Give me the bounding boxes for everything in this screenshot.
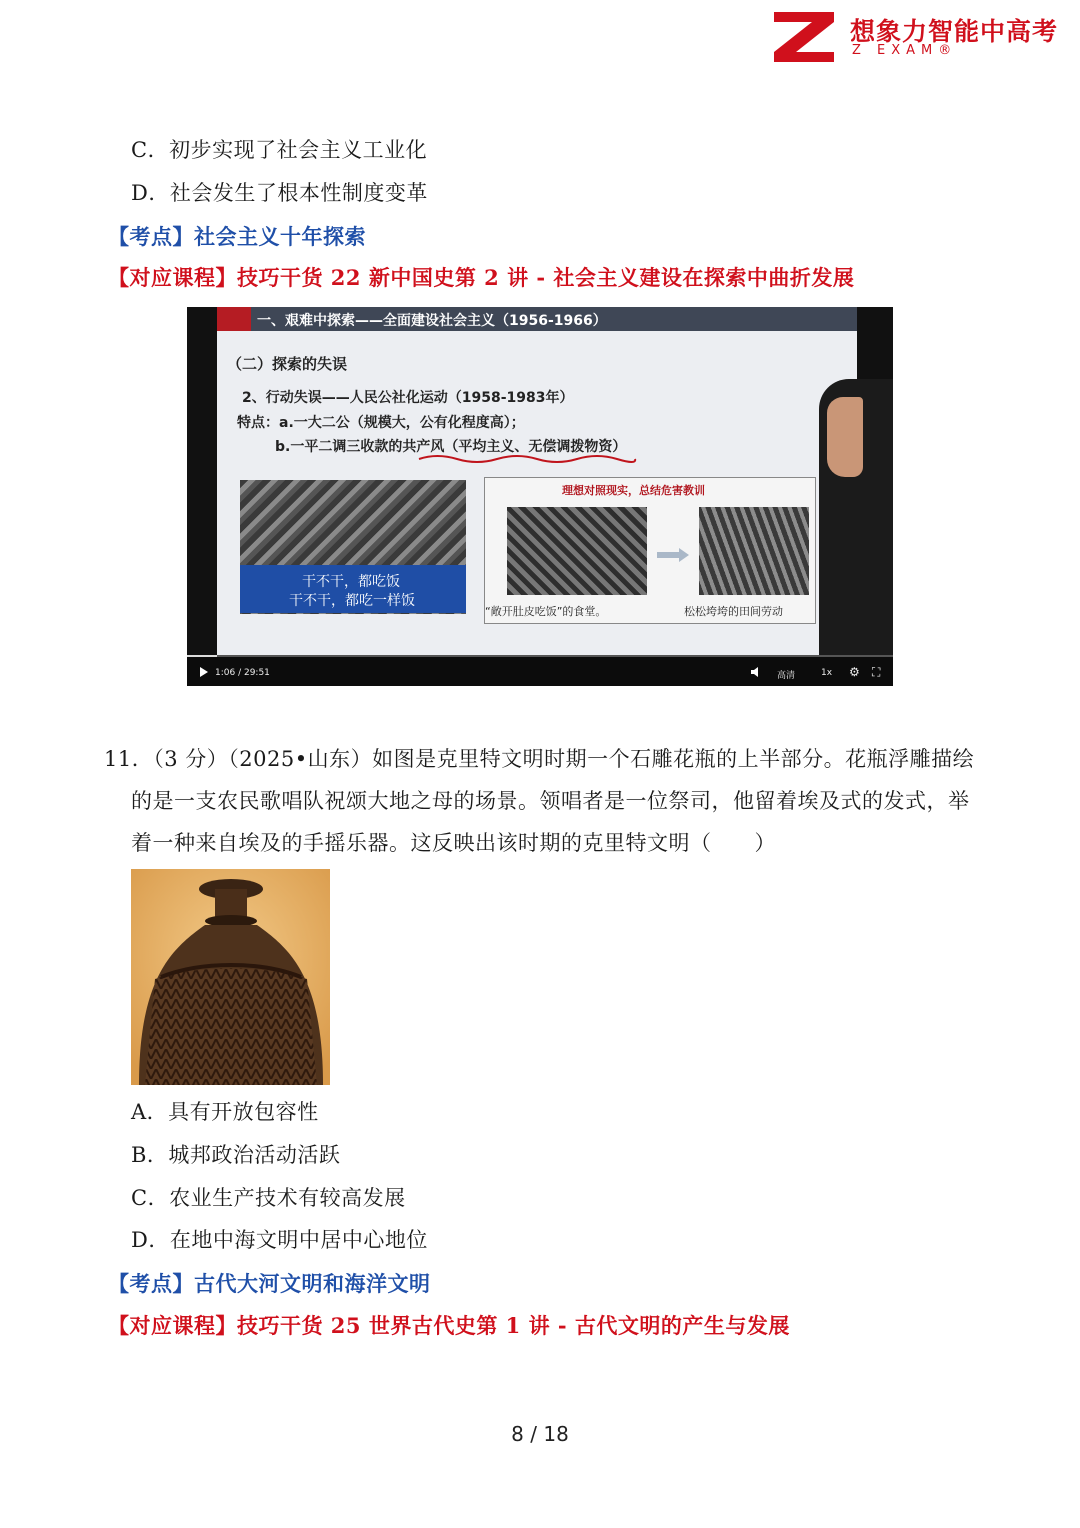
q11-stem-line3: 着一种来自埃及的手摇乐器。这反映出该时期的克里特文明（ ） (131, 831, 776, 855)
presenter-face (827, 397, 863, 477)
arrow-right-icon (655, 547, 691, 563)
q11-kaodian: 【考点】古代大河文明和海洋文明 (108, 1271, 431, 1296)
brand-logo (770, 8, 1075, 64)
field-labor-photo (699, 507, 809, 595)
slide-title-accent (217, 307, 251, 331)
logo-text: 想象力智能中高考 (850, 17, 1059, 46)
comparison-header: 理想对照现实，总结危害教训 (562, 484, 705, 497)
play-icon[interactable] (199, 667, 209, 677)
q10-kaodian: 【考点】社会主义十年探索 (108, 224, 366, 249)
canteen-caption: “敞开肚皮吃饭”的食堂。 (485, 605, 607, 618)
q10-option-c: C．初步实现了社会主义工业化 (131, 138, 428, 162)
q11-stem-line2: 的是一支农民歌唱队祝颂大地之母的场景。领唱者是一位祭司，他留着埃及式的发式，举 (131, 789, 970, 813)
q10-option-d: D．社会发生了根本性制度变革 (131, 181, 428, 205)
q10-course: 【对应课程】技巧干货 22 新中国史第 2 讲 - 社会主义建设在探索中曲折发展 (108, 265, 855, 290)
q11-option-c: C．农业生产技术有较高发展 (131, 1186, 406, 1210)
slide-feature-b: b.一平二调三收款的共产风（平均主义、无偿调拨物资） (275, 439, 627, 455)
fullscreen-icon[interactable]: ⛶ (872, 665, 881, 679)
course-video-player[interactable] (187, 307, 893, 686)
q11-course: 【对应课程】技巧干货 25 世界古代史第 1 讲 - 古代文明的产生与发展 (108, 1313, 790, 1338)
q11-option-d: D．在地中海文明中居中心地位 (131, 1228, 428, 1252)
q11-option-b: B．城邦政治活动活跃 (131, 1143, 341, 1167)
slide-feature-a: 特点：a.一大二公（规模大，公有化程度高）； (237, 415, 525, 431)
q11-option-a: A．具有开放包容性 (131, 1100, 319, 1124)
q11-stem-line1: 11．（3 分）（2025•山东）如图是克里特文明时期一个石雕花瓶的上半部分。花瓶浮雕描绘 (104, 747, 975, 771)
page-number: 8 / 18 (511, 1422, 569, 1446)
slide-title: 一、艰难中探索——全面建设社会主义（1956-1966） (257, 313, 607, 329)
cretan-vase-image (131, 869, 330, 1085)
photo-caption-2: 干不干，都吃一样饭 (289, 593, 415, 609)
field-caption: 松松垮垮的田间劳动 (684, 605, 783, 618)
red-underline-icon (417, 453, 637, 465)
volume-icon[interactable] (750, 666, 762, 678)
speed-button[interactable]: 1x (821, 668, 833, 678)
logo-subtext: Z EXAM® (852, 43, 958, 58)
settings-icon[interactable]: ⚙ (849, 665, 860, 679)
z-logo-icon (770, 8, 840, 64)
video-time: 1:06 / 29:51 (215, 668, 270, 678)
photo-caption-1: 干不干，都吃饭 (302, 574, 400, 590)
canteen-photo (507, 507, 647, 595)
slide-point: 2、行动失误——人民公社化运动（1958-1983年） (242, 390, 574, 406)
slide-section: （二）探索的失误 (227, 355, 348, 373)
quality-button[interactable]: 高清 (777, 671, 796, 681)
